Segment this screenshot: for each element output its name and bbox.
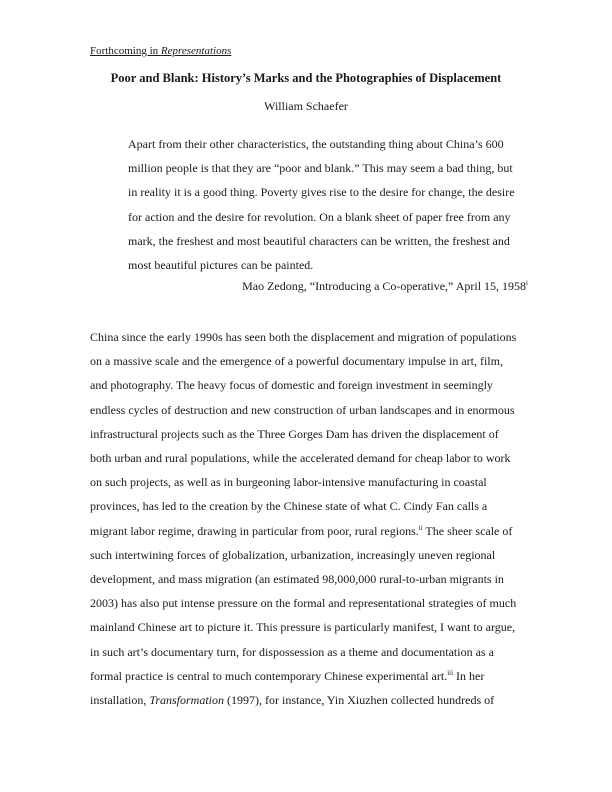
footnote-marker[interactable]: i	[526, 279, 528, 287]
body-line: 2003) has also put intense pressure on the formal and representational strategies of much	[90, 596, 517, 611]
epigraph-line: Apart from their other characteristics, the outstanding thing about China’s 600	[128, 137, 504, 151]
body-line: in such art’s documentary turn, for dispossession as a theme and documentation as a	[90, 644, 494, 659]
body-line: on such projects, as well as in burgeoning labor-intensive manufacturing in coastal	[90, 475, 487, 490]
body-line-tail: In her	[453, 668, 485, 683]
body-line: development, and mass migration (an estimated 98,000,000 rural-to-urban migrants in	[90, 572, 504, 587]
header-venue: Representations	[160, 45, 232, 57]
body-line: such intertwining forces of globalization, urbanization, increasingly uneven regional	[90, 547, 496, 562]
body-line: and photography. The heavy focus of domestic and foreign investment in seemingly	[90, 378, 493, 393]
paper-title: Poor and Blank: History’s Marks and the Photographies of Displacement	[110, 71, 502, 85]
body-line-tail: (1997), for instance, Yin Xiuzhen collected hundreds of	[224, 693, 495, 708]
running-header	[90, 44, 231, 58]
body-line: infrastructural projects such as the Three Gorges Dam has driven the displacement of	[90, 426, 499, 441]
author-name: William Schaefer	[264, 99, 348, 113]
body-paragraph	[90, 325, 530, 712]
body-line	[90, 688, 530, 712]
epigraph-line: most beautiful pictures can be painted.	[128, 258, 314, 273]
body-line-prefix: installation,	[90, 693, 150, 708]
header-prefix: Forthcoming in	[90, 45, 161, 57]
body-line: both urban and rural populations, while the accelerated demand for cheap labor to work	[90, 451, 511, 466]
body-line: on a massive scale and the emergence of a powerful documentary impulse in art, film,	[90, 354, 503, 369]
body-line-text: migrant labor regime, drawing in particular from poor, rural regions.	[90, 523, 419, 538]
body-line: mainland Chinese art to picture it. This pressure is particularly manifest, I want to argue,	[90, 620, 516, 635]
body-line: endless cycles of destruction and new construction of urban landscapes and in enormous	[90, 402, 515, 417]
epigraph-line: for action and the desire for revolution. On a blank sheet of paper free from any	[128, 209, 511, 224]
epigraph	[128, 132, 528, 277]
body-line	[90, 664, 530, 688]
body-line: China since the early 1990s has seen both the displacement and migration of populations	[90, 330, 517, 344]
footnote-marker[interactable]: ii	[418, 523, 423, 532]
body-line	[90, 519, 530, 543]
epigraph-line: million people is that they are “poor and blank.” This may seem a bad thing, but	[128, 161, 513, 176]
attribution-text: Mao Zedong, “Introducing a Co-operative,” April 15, 1958	[242, 279, 527, 293]
body-line-tail: The sheer scale of	[422, 523, 513, 538]
artwork-title: Transformation	[149, 693, 225, 708]
footnote-marker[interactable]: iii	[447, 668, 454, 677]
epigraph-line: mark, the freshest and most beautiful characters can be written, the freshest and	[128, 233, 510, 248]
body-line-text: formal practice is central to much contemporary Chinese experimental art.	[90, 668, 448, 683]
body-line: provinces, has led to the creation by the Chinese state of what C. Cindy Fan calls a	[90, 499, 488, 514]
epigraph-line: in reality it is a good thing. Poverty gives rise to the desire for change, the desire	[128, 185, 515, 200]
epigraph-attribution	[128, 278, 528, 294]
